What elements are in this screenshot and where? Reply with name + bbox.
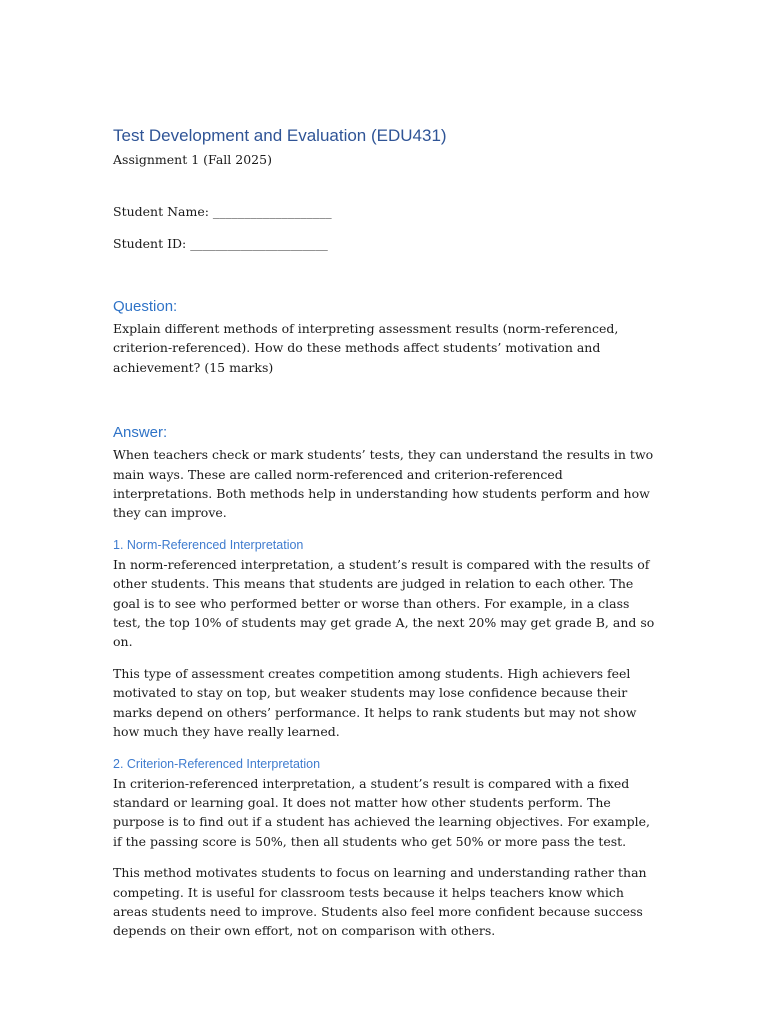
section-heading-criterion-referenced: 2. Criterion-Referenced Interpretation [113,756,321,771]
section-paragraph: This method motivates students to focus on learning and understanding rather than competing. It is useful for classroom tests because it helps teachers know which areas students need to improve. Students also feel more confident because success depends on their own effort, not on comparison with others. [113,865,647,939]
section-heading-norm-referenced: 1. Norm-Referenced Interpretation [113,537,304,552]
answer-heading: Answer: [113,424,168,442]
assignment-subtitle: Assignment 1 (Fall 2025) [113,152,272,167]
student-id-field: Student ID: ______________________ [113,236,328,251]
section-paragraph: In norm-referenced interpretation, a student’s result is compared with the results of other students. This means that students are judged in relation to each other. The goal is to see who performed better or worse than others. For example, in a class test, the top 10% of students may get grade A, the next 20% may get grade B, and so on. [113,556,655,650]
answer-intro: When teachers check or mark students’ tests, they can understand the results in two main ways. These are called norm-referenced and criterion-referenced interpretations. Both methods help in understanding how students perform and how they can improve. [113,447,654,521]
question-text: Explain different methods of interpreting assessment results (norm-referenced, criterion-referenced). How do these methods affect students’ motivation and achievement? (15 marks) [113,321,619,375]
section-paragraph: In criterion-referenced interpretation, a student’s result is compared with a fixed standard or learning goal. It does not matter how other students perform. The purpose is to find out if a student has achieved the learning objectives. For example, if the passing score is 50%, then all students who get 50% or more pass the test. [113,775,650,849]
document-body [113,124,658,941]
document-title: Test Development and Evaluation (EDU431) [113,126,447,145]
student-name-field: Student Name: ___________________ [113,204,332,219]
question-heading: Question: [113,298,178,315]
section-paragraph: This type of assessment creates competition among students. High achievers feel motivated to stay on top, but weaker students may lose confidence because their marks depend on others’ performance. It helps to rank students but may not show how much they have really learned. [113,665,637,740]
